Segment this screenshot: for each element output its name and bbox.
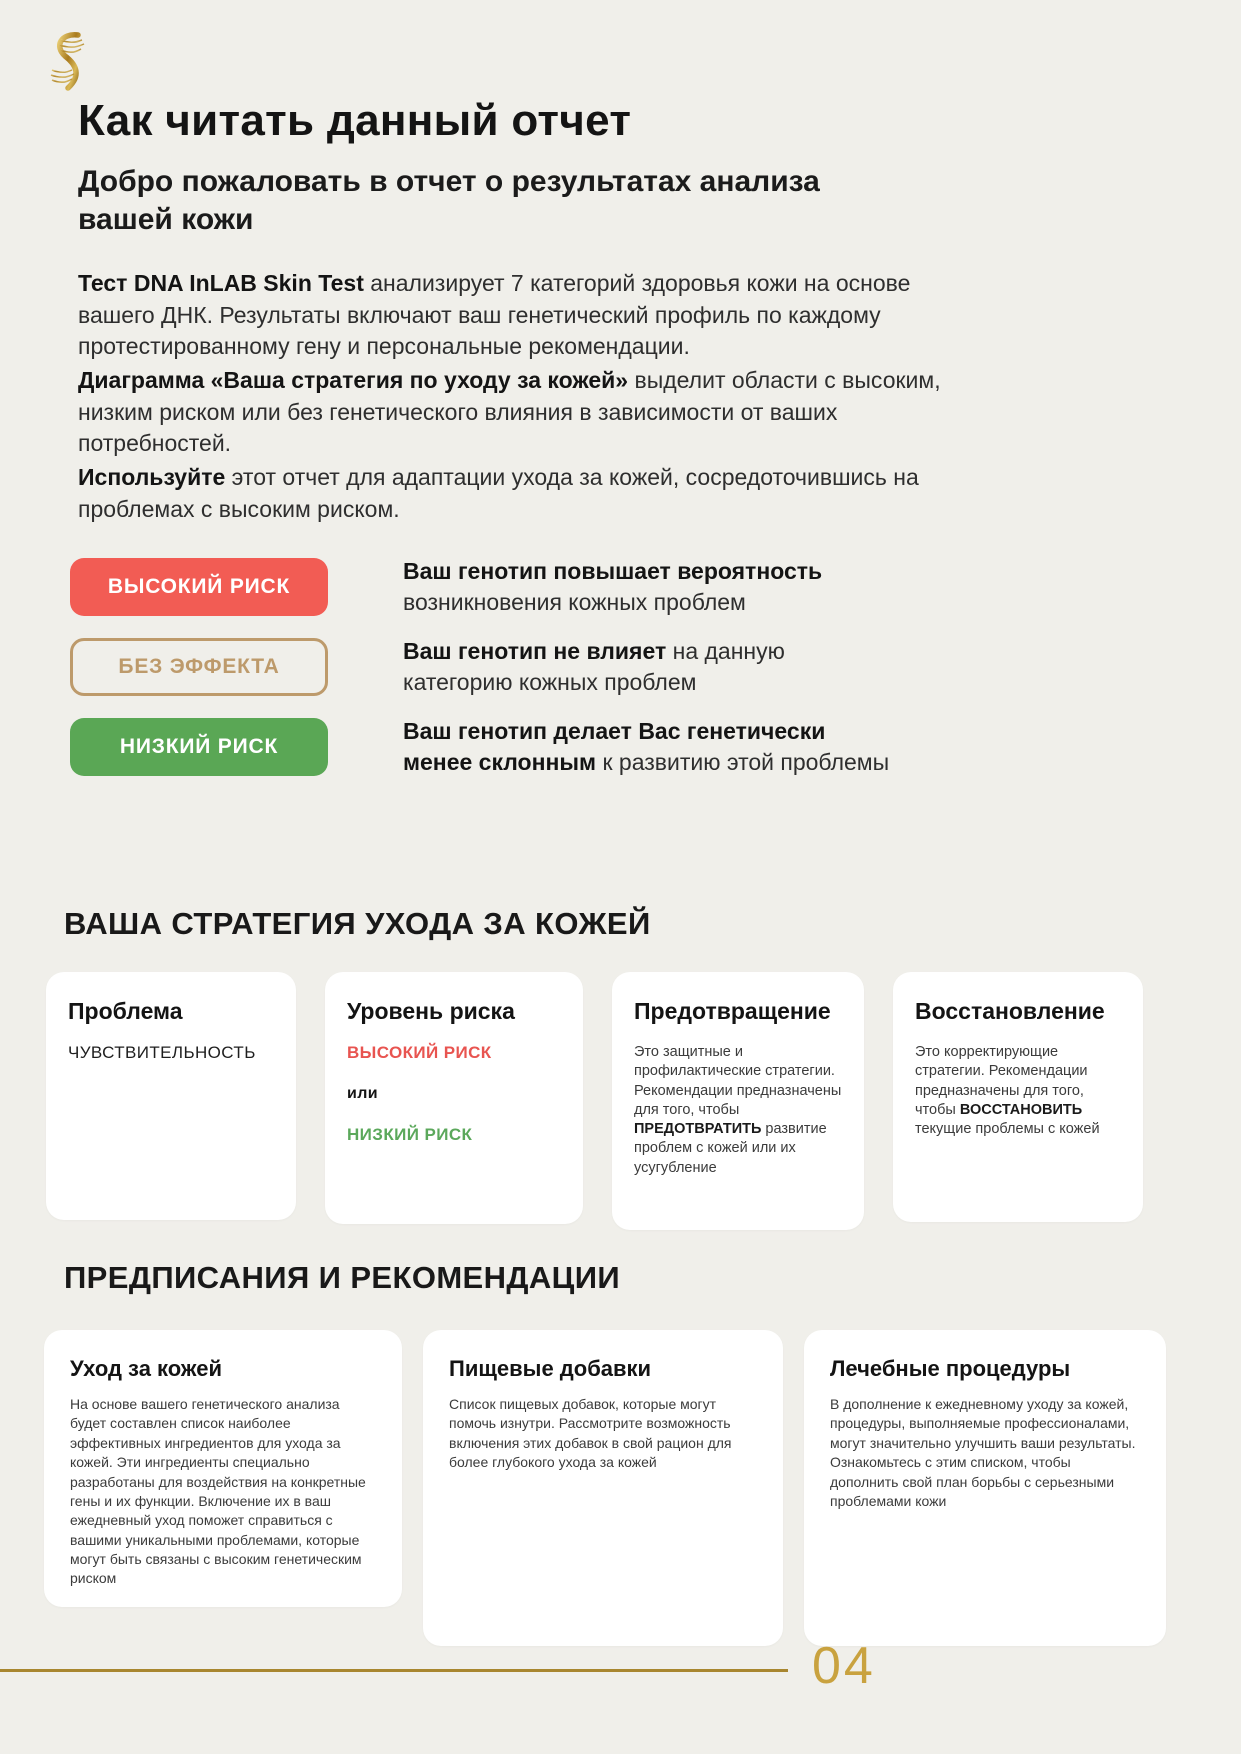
card-title: Уход за кожей	[70, 1356, 222, 1381]
high-risk-description: Ваш генотип повышает вероятность возникновения кожных проблем	[403, 558, 823, 615]
card-title: Уровень риска	[347, 998, 515, 1024]
page-subtitle: Добро пожаловать в отчет о результатах анализа вашей кожи	[78, 165, 820, 236]
risk-level-card	[325, 972, 583, 1224]
page-number: 04	[812, 1637, 876, 1695]
treatments-card	[804, 1330, 1166, 1646]
restoration-card	[893, 972, 1143, 1222]
no-effect-badge: БЕЗ ЭФФЕКТА	[70, 638, 328, 696]
strategy-cards	[46, 972, 1143, 1230]
card-body: Список пищевых добавок, которые могут помочь изнутри. Рассмотрите возможность включения этих добавок в свой рацион для более глубокого ухода за кожей	[449, 1396, 732, 1471]
problem-value: ЧУВСТВИТЕЛЬНОСТЬ	[68, 1043, 256, 1062]
card-body: В дополнение к ежедневному уходу за кожей, процедуры, выполняемые профессионалами, могут значительно улучшить ваши результаты. Ознакомьтесь с этим списком, чтобы дополнить свой план борьбы с серьезными проблемами кожи	[830, 1396, 1136, 1509]
legend-row-low-risk	[70, 716, 893, 777]
prevention-card	[612, 972, 864, 1230]
card-body: На основе вашего генетического анализа будет составлен список наиболее эффективных ингредиентов для ухода за кожей. Эти ингредиенты специально разработаны для воздействия на конкретные гены и их функции. Включение их в ваш ежедневный уход поможет справиться с вашими уникальными проблемами, которые могут быть связаны с высоким генетическим риском	[70, 1396, 366, 1587]
card-title: Проблема	[68, 998, 183, 1024]
high-risk-badge: ВЫСОКИЙ РИСК	[70, 558, 328, 616]
skincare-card	[44, 1330, 402, 1607]
problem-card	[46, 972, 296, 1220]
recommendation-cards	[44, 1330, 1166, 1646]
page-title: Как читать данный отчет	[78, 96, 632, 145]
strategy-section-heading: ВАША СТРАТЕГИЯ УХОДА ЗА КОЖЕЙ	[64, 906, 651, 941]
recommendations-section-heading: ПРЕДПИСАНИЯ И РЕКОМЕНДАЦИИ	[64, 1260, 621, 1295]
legend-row-high-risk	[70, 556, 893, 617]
card-body: Это корректирующие стратегии. Рекомендации предназначены для того, чтобы ВОССТАНОВИТЬ текущие проблемы с кожей	[915, 1044, 1100, 1138]
intro-paragraph: Используйте этот отчет для адаптации ухода за кожей, сосредоточившись на проблемах с высоким риском.	[78, 464, 919, 522]
intro-paragraph: Тест DNA InLAB Skin Test анализирует 7 категорий здоровья кожи на основе вашего ДНК. Результаты включают ваш генетический профиль по каждому протестированному гену и персональные рекомендации.	[78, 270, 911, 359]
dna-helix-icon	[45, 30, 93, 94]
supplements-card	[423, 1330, 783, 1646]
card-title: Лечебные процедуры	[830, 1356, 1071, 1381]
legend-row-no-effect	[70, 636, 893, 697]
card-body: Это защитные и профилактические стратегии. Рекомендации предназначены для того, чтобы ПРЕДОТВРАТИТЬ развитие проблем с кожей или их усугубление	[634, 1044, 842, 1176]
low-risk-badge: НИЗКИЙ РИСК	[70, 718, 328, 776]
high-risk-label: ВЫСОКИЙ РИСК	[347, 1043, 492, 1062]
or-label: или	[347, 1085, 379, 1102]
card-title: Пищевые добавки	[449, 1356, 652, 1381]
intro-paragraph: Диаграмма «Ваша стратегия по уходу за кожей» выделит области с высоким, низким риском или без генетического влияния в зависимости от ваших потребностей.	[78, 367, 941, 456]
footer-gold-line	[0, 1669, 788, 1672]
card-title: Предотвращение	[634, 998, 831, 1024]
card-title: Восстановление	[915, 998, 1105, 1024]
no-effect-description: Ваш генотип не влияет на данную категорию кожных проблем	[403, 638, 785, 695]
low-risk-description: Ваш генотип делает Вас генетически менее склонным к развитию этой проблемы	[403, 718, 890, 775]
risk-legend	[70, 556, 893, 796]
low-risk-label: НИЗКИЙ РИСК	[347, 1125, 473, 1144]
